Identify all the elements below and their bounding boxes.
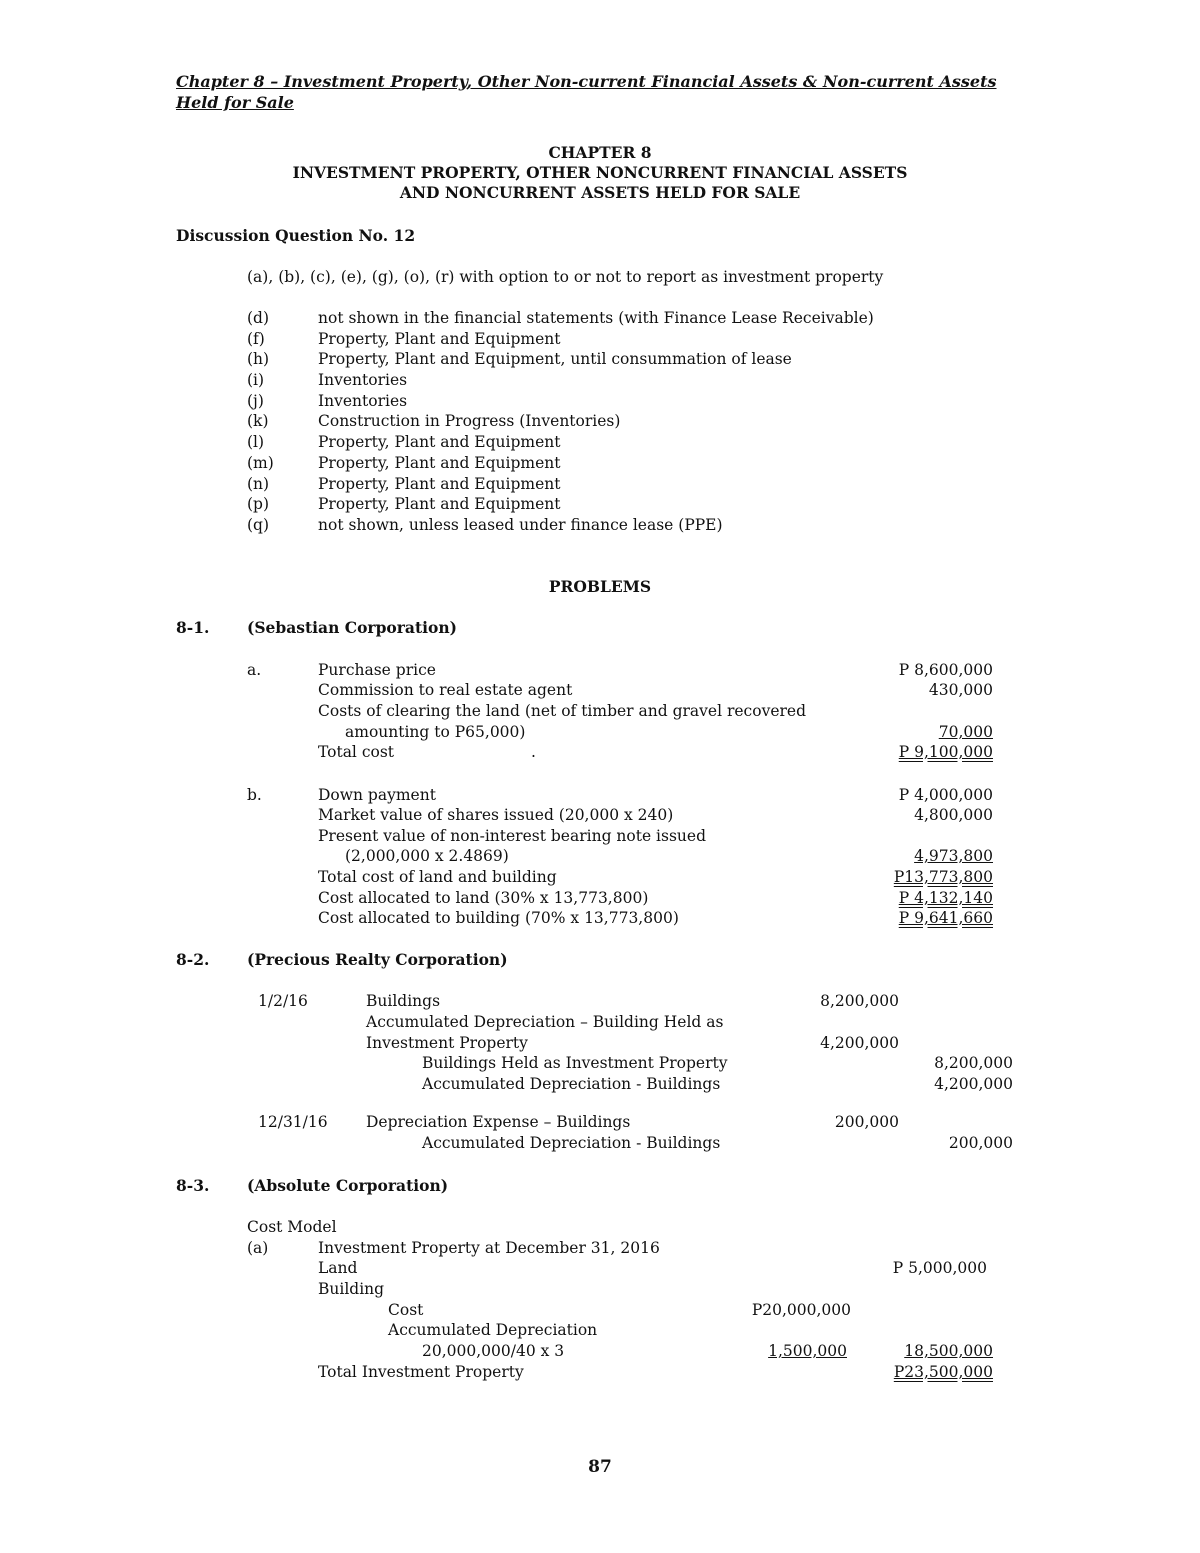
row-text: Down payment [318,786,436,804]
list-item-text: Inventories [318,371,408,389]
list-item-text: Property, Plant and Equipment [318,495,561,513]
row-text: Cost allocated to land (30% x 13,773,800) [318,889,649,907]
debit-amount: 4,200,000 [820,1034,899,1052]
total-amount [840,867,993,887]
entry-date: 12/31/16 [258,1113,328,1131]
row-amount: P20,000,000 [751,1301,851,1319]
list-item-label: (n) [247,475,270,493]
row-text: Land [318,1259,358,1277]
row-text: Commission to real estate agent [318,681,573,699]
double-underlined-amount: P23,500,000 [893,1363,993,1381]
problem-number: 8-3. [176,1176,210,1195]
entry-account: Accumulated Depreciation - Buildings [422,1134,721,1152]
list-item-label: (d) [247,309,270,327]
credit-amount: 4,200,000 [934,1075,1013,1093]
row-amount [840,722,993,742]
list-item-text: Property, Plant and Equipment, until consummation of lease [318,350,792,368]
list-item-label: (j) [247,392,264,410]
list-item-label: (f) [247,330,265,348]
row-amount [840,846,993,866]
row-text: Cost allocated to building (70% x 13,773,800) [318,909,679,927]
list-item-text: not shown in the financial statements (with Finance Lease Receivable) [318,309,874,327]
row-text: Building [318,1280,385,1298]
running-header-line-1: Chapter 8 – Investment Property, Other Non-current Financial Assets & Non-current Assets [176,72,997,91]
part-label: (a) [247,1239,269,1257]
model-label: Cost Model [247,1218,337,1236]
row-text: Total cost [318,743,395,761]
double-underlined-amount: P 9,100,000 [898,743,993,761]
underlined-amount: 70,000 [938,723,993,741]
chapter-number: CHAPTER 8 [548,143,652,162]
list-item-text: Property, Plant and Equipment [318,454,561,472]
credit-amount: 8,200,000 [934,1054,1013,1072]
problem-title: (Sebastian Corporation) [247,618,457,637]
row-amount: 4,800,000 [914,806,993,824]
entry-account: Investment Property [366,1034,528,1052]
problem-title: (Precious Realty Corporation) [247,950,508,969]
chapter-title-line-2: AND NONCURRENT ASSETS HELD FOR SALE [399,183,801,202]
row-text: Total cost of land and building [318,868,557,886]
row-text: Costs of clearing the land (net of timber and gravel recovered [318,702,807,720]
list-item-label: (p) [247,495,270,513]
problem-number: 8-1. [176,618,210,637]
list-item-text: Construction in Progress (Inventories) [318,412,621,430]
list-item-text: Property, Plant and Equipment [318,433,561,451]
entry-account: Buildings [366,992,441,1010]
underlined-amount: 4,973,800 [914,847,993,865]
debit-amount: 200,000 [834,1113,899,1131]
problem-number: 8-2. [176,950,210,969]
problems-heading: PROBLEMS [548,577,652,596]
row-text: amounting to P65,000) [345,723,526,741]
entry-account: Accumulated Depreciation - Buildings [422,1075,721,1093]
entry-account: Buildings Held as Investment Property [422,1054,728,1072]
list-item-label: (m) [247,454,274,472]
part-title: Investment Property at December 31, 2016 [318,1239,660,1257]
list-item-text: Inventories [318,392,408,410]
entry-account: Depreciation Expense – Buildings [366,1113,631,1131]
chapter-title-line-1: INVESTMENT PROPERTY, OTHER NONCURRENT FINANCIAL ASSETS [292,163,908,182]
list-item-text: Property, Plant and Equipment [318,330,561,348]
running-header-line-2: Held for Sale [176,93,294,112]
total-amount [840,908,993,928]
list-item-label: (h) [247,350,270,368]
row-amount: 430,000 [928,681,993,699]
row-text: (2,000,000 x 2.4869) [345,847,509,865]
double-underlined-amount: P 9,641,660 [898,909,993,927]
row-text: Purchase price [318,661,436,679]
list-item-label: (q) [247,516,270,534]
underlined-amount: 1,500,000 [768,1342,847,1360]
total-amount [840,888,993,908]
list-item-label: (l) [247,433,265,451]
total-amount [840,742,993,762]
entry-account: Accumulated Depreciation – Building Held as [366,1013,724,1031]
list-item-label: (k) [247,412,269,430]
debit-amount: 8,200,000 [820,992,899,1010]
part-label: a. [247,661,262,679]
underlined-amount: 18,500,000 [904,1342,993,1360]
discussion-heading: Discussion Question No. 12 [176,226,416,245]
row-text: Accumulated Depreciation [388,1321,598,1339]
double-underlined-amount: P 4,132,140 [898,889,993,907]
total-amount [840,1362,993,1382]
discussion-intro: (a), (b), (c), (e), (g), (o), (r) with option to or not to report as investment property [247,268,884,286]
row-amount: P 8,600,000 [898,661,993,679]
entry-date: 1/2/16 [258,992,308,1010]
page-number: 87 [588,1457,612,1477]
part-label: b. [247,786,262,804]
row-amount [700,1341,847,1361]
row-text: Total Investment Property [318,1363,524,1381]
credit-amount: 200,000 [948,1134,1013,1152]
row-text: Market value of shares issued (20,000 x 240) [318,806,674,824]
row-text: Cost [388,1301,424,1319]
row-amount [840,1341,993,1361]
row-amount: P 4,000,000 [898,786,993,804]
row-text: Present value of non-interest bearing note issued [318,827,706,845]
list-item-text: not shown, unless leased under finance lease (PPE) [318,516,723,534]
problem-title: (Absolute Corporation) [247,1176,449,1195]
list-item-label: (i) [247,371,265,389]
row-amount: P 5,000,000 [892,1259,987,1277]
double-underlined-amount: P13,773,800 [893,868,993,886]
row-dot: . [531,743,536,761]
list-item-text: Property, Plant and Equipment [318,475,561,493]
row-text: 20,000,000/40 x 3 [422,1342,565,1360]
